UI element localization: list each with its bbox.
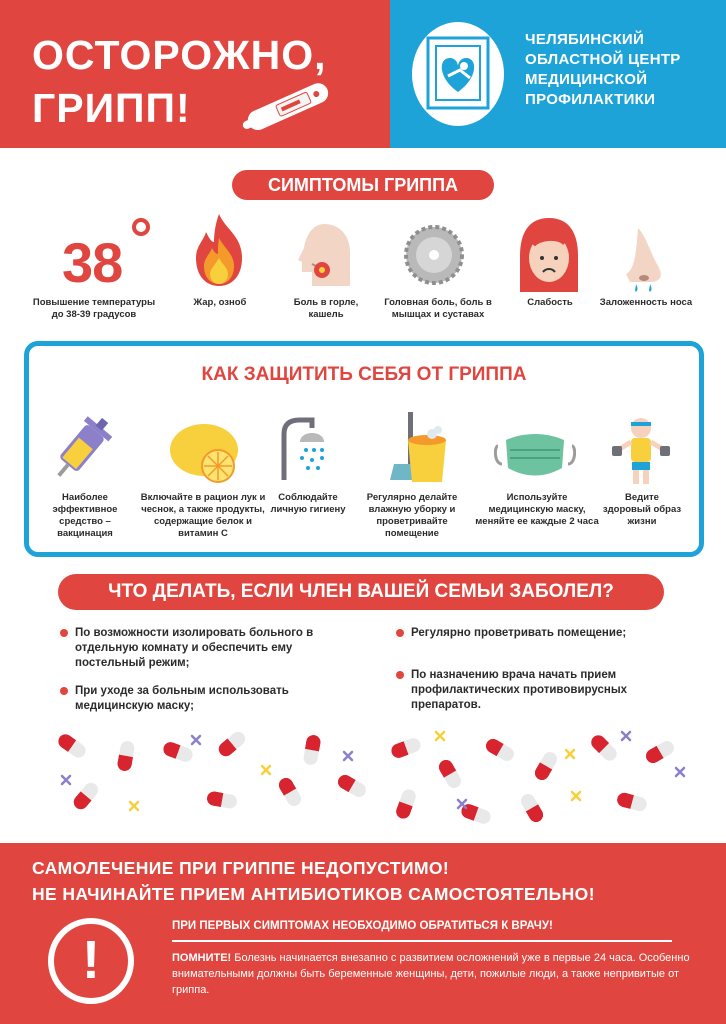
organization-logo <box>408 18 508 130</box>
symptom-caption-nose: Заложенность носа <box>599 297 693 308</box>
family-heading: ЧТО ДЕЛАТЬ, ЕСЛИ ЧЛЕН ВАШЕЙ СЕМЬИ ЗАБОЛЕЛ? <box>58 574 664 610</box>
family-list-item: По возможности изолировать больного в отдельную комнату и обеспечить ему постельный режим; <box>60 626 350 671</box>
sad-face-icon <box>518 216 580 292</box>
protect-caption-hygiene: Соблюдайте личную гигиену <box>270 492 346 515</box>
page-title-line2: ГРИПП! <box>32 85 191 131</box>
protect-heading: КАК ЗАЩИТИТЬ СЕБЯ ОТ ГРИППА <box>201 364 527 385</box>
remember-notice <box>172 950 692 998</box>
page-title-line1: ОСТОРОЖНО, <box>32 32 327 78</box>
fire-icon <box>190 212 248 288</box>
protect-caption-diet: Включайте в рацион лук и чеснок, а также продукты, содержащие белок и витамин С <box>140 492 266 539</box>
symptom-caption-chills: Жар, озноб <box>193 297 247 308</box>
doctor-notice: ПРИ ПЕРВЫХ СИМПТОМАХ НЕОБХОДИМО ОБРАТИТЬСЯ К ВРАЧУ! <box>172 920 553 932</box>
symptom-caption-pain: Головная боль, боль в мышцах и суставах <box>384 297 492 320</box>
warning-line-2: НЕ НАЧИНАЙТЕ ПРИЕМ АНТИБИОТИКОВ САМОСТОЯТЕЛЬНО! <box>32 884 595 904</box>
family-list-item: По назначению врача начать прием профилактических противовирусных препаратов. <box>396 668 686 713</box>
remember-label: ПОМНИТЕ! <box>172 952 232 964</box>
temperature-number: 38 <box>62 231 123 294</box>
shower-icon <box>276 416 342 482</box>
degree-icon <box>132 218 150 236</box>
footer-divider <box>172 940 672 942</box>
family-list-item: При уходе за больным использовать медицинскую маску; <box>60 684 350 714</box>
protect-caption-cleaning: Регулярно делайте влажную уборку и проветривайте помещение <box>366 492 458 539</box>
symptom-caption-throat: Боль в горле, кашель <box>293 297 359 320</box>
protect-caption-mask: Используйте медицинскую маску, меняйте ее каждые 2 часа <box>475 492 599 527</box>
saw-blade-icon <box>404 222 464 288</box>
pills-decoration <box>0 722 726 834</box>
mop-bucket-icon <box>380 410 450 486</box>
protect-caption-lifestyle: Ведите здоровый образ жизни <box>602 492 682 527</box>
symptoms-heading: СИМПТОМЫ ГРИППА <box>232 170 494 200</box>
symptom-caption-fever: Повышение температуры до 38-39 градусов <box>32 297 156 320</box>
symptom-caption-weakness: Слабость <box>527 297 573 308</box>
exclamation-icon: ! <box>48 918 134 1004</box>
syringe-icon <box>44 412 120 484</box>
runny-nose-icon <box>620 226 668 292</box>
organization-name: ЧЕЛЯБИНСКИЙ ОБЛАСТНОЙ ЦЕНТР МЕДИЦИНСКОЙ ПРОФИЛАКТИКИ <box>525 31 681 108</box>
protect-caption-vaccine: Наиболее эффективное средство – вакцинация <box>52 492 118 539</box>
mask-icon <box>494 430 576 480</box>
lemon-icon <box>166 420 242 484</box>
sportsman-icon <box>610 414 672 486</box>
warning-line-1: САМОЛЕЧЕНИЕ ПРИ ГРИППЕ НЕДОПУСТИМО! <box>32 858 450 878</box>
family-list-item: Регулярно проветривать помещение; <box>396 626 666 641</box>
sore-throat-icon <box>294 222 354 288</box>
remember-text: Болезнь начинается внезапно с развитием осложнений уже в первые 24 часа. Особенно внимательными должны быть беременные женщины, дети, пожилые люди, а также непривитые от гриппа. <box>172 952 690 996</box>
thermometer-icon <box>236 78 342 130</box>
